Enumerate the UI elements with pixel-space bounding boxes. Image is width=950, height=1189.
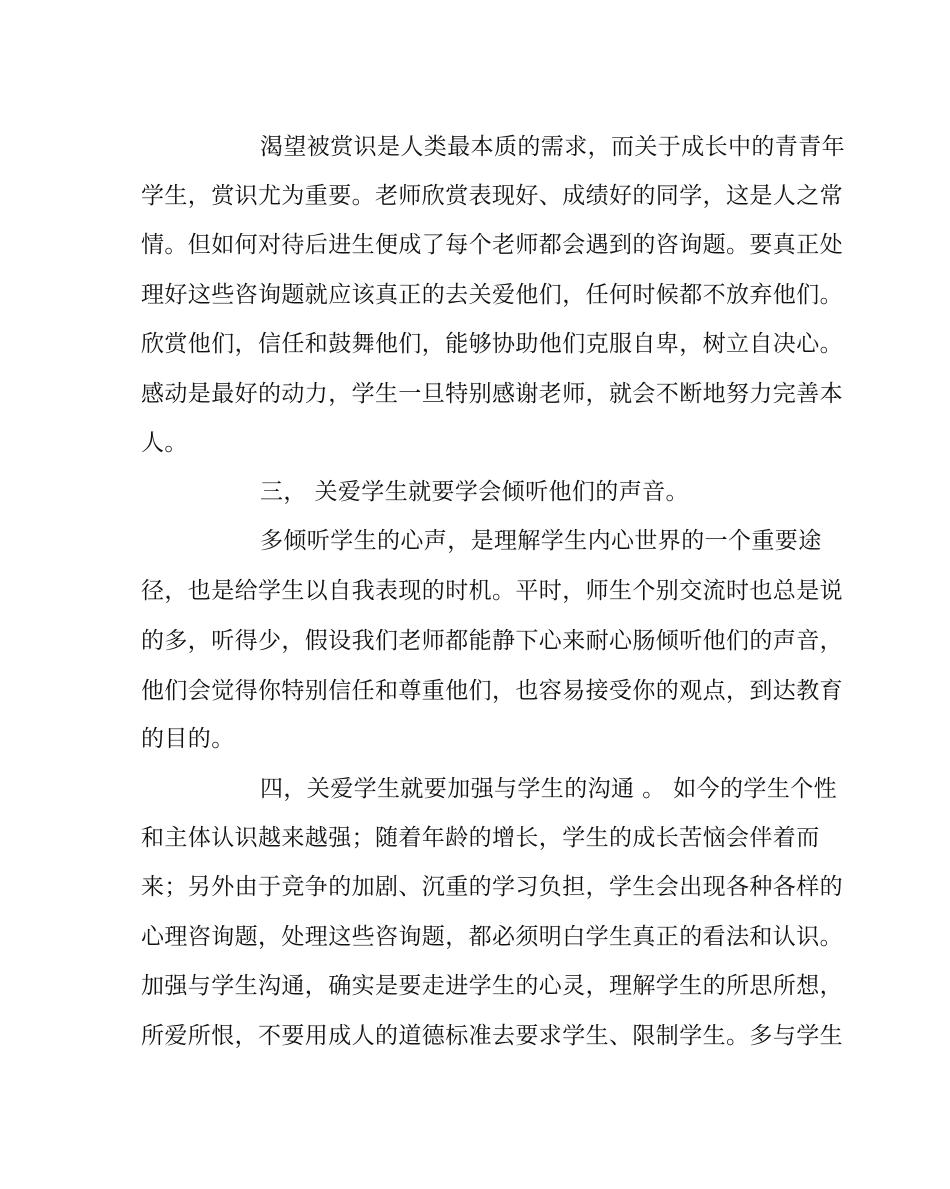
paragraph-line: 感动是最好的动力，学生一旦特别感谢老师，就会不断地努力完善本 xyxy=(141,381,843,407)
paragraph-line: 多倾听学生的心声，是理解学生内心世界的一个重要途 xyxy=(260,528,822,554)
paragraph-line: 加强与学生沟通，确实是要走进学生的心灵，理解学生的所思所想， xyxy=(141,973,843,999)
section-heading: 四，关爱学生就要加强与学生的沟通 。 如今的学生个性 xyxy=(260,776,838,802)
paragraph-line: 来；另外由于竞争的加剧、沉重的学习负担，学生会出现各种各样的 xyxy=(141,874,843,900)
paragraph-line: 情。但如何对待后进生便成了每个老师都会遇到的咨询题。要真正处 xyxy=(141,232,843,258)
section-heading: 三， 关爱学生就要学会倾听他们的声音。 xyxy=(260,479,689,505)
paragraph-line: 渴望被赏识是人类最本质的需求，而关于成长中的青青年 xyxy=(260,134,845,160)
paragraph-line: 的多，听得少，假设我们老师都能静下心来耐心肠倾听他们的声音， xyxy=(141,628,843,654)
paragraph-line: 他们会觉得你特别信任和尊重他们，也容易接受你的观点，到达教育 xyxy=(141,678,843,704)
paragraph-line: 和主体认识越来越强；随着年龄的增长，学生的成长苦恼会伴着而 xyxy=(141,825,820,851)
paragraph-line: 欣赏他们，信任和鼓舞他们，能够协助他们克服自卑，树立自决心。 xyxy=(141,331,843,357)
paragraph-line: 学生，赏识尤为重要。老师欣赏表现好、成绩好的同学，这是人之常 xyxy=(141,183,843,209)
paragraph-line: 理好这些咨询题就应该真正的去关爱他们，任何时候都不放弃他们。 xyxy=(141,282,843,308)
paragraph-line: 心理咨询题，处理这些咨询题，都必须明白学生真正的看法和认识。 xyxy=(141,924,843,950)
paragraph-line: 所爱所恨，不要用成人的道德标准去要求学生、限制学生。多与学生 xyxy=(141,1023,843,1049)
paragraph-line: 人。 xyxy=(141,430,188,456)
paragraph-line: 的目的。 xyxy=(141,726,235,752)
paragraph-line: 径，也是给学生以自我表现的时机。平时，师生个别交流时也总是说 xyxy=(141,578,843,604)
